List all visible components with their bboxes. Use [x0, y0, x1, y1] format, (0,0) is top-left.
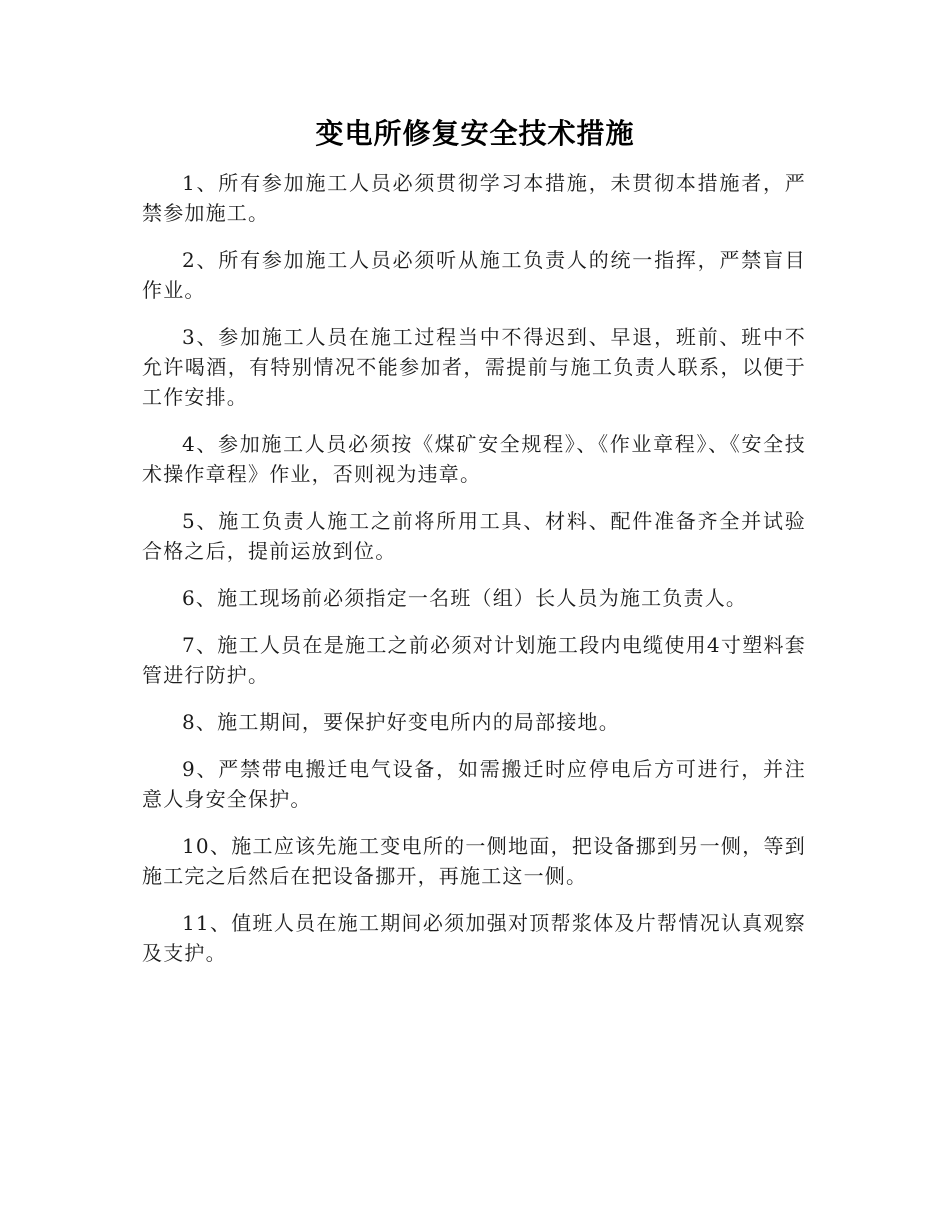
- paragraph-6: 6、施工现场前必须指定一名班（组）长人员为施工负责人。: [182, 586, 748, 610]
- paragraph-11: 11、值班人员在施工期间必须加强对顶帮浆体及片帮情况认真观察及支护。: [142, 911, 806, 965]
- paragraph-8: 8、施工期间，要保护好变电所内的局部接地。: [182, 710, 620, 734]
- paragraph-7: 7、施工人员在是施工之前必须对计划施工段内电缆使用4寸塑料套管进行防护。: [142, 633, 806, 687]
- document-body: [142, 168, 806, 985]
- paragraph-5: 5、施工负责人施工之前将所用工具、材料、配件准备齐全并试验合格之后，提前运放到位。: [142, 509, 806, 563]
- paragraph-1: 1、所有参加施工人员必须贯彻学习本措施，未贯彻本措施者，严禁参加施工。: [142, 171, 806, 225]
- paragraph-10: 10、施工应该先施工变电所的一侧地面，把设备挪到另一侧，等到施工完之后然后在把设备挪开，再施工这一侧。: [142, 834, 806, 888]
- paragraph-2: 2、所有参加施工人员必须听从施工负责人的统一指挥，严禁盲目作业。: [142, 248, 806, 302]
- paragraph-3: 3、参加施工人员在施工过程当中不得迟到、早退，班前、班中不允许喝酒，有特别情况不能参加者，需提前与施工负责人联系，以便于工作安排。: [142, 325, 806, 409]
- paragraph-4: 4、参加施工人员必须按《煤矿安全规程》、《作业章程》、《安全技术操作章程》作业，否则视为违章。: [142, 432, 806, 486]
- document-title: 变电所修复安全技术措施: [315, 117, 635, 150]
- paragraph-9: 9、严禁带电搬迁电气设备，如需搬迁时应停电后方可进行，并注意人身安全保护。: [142, 757, 806, 811]
